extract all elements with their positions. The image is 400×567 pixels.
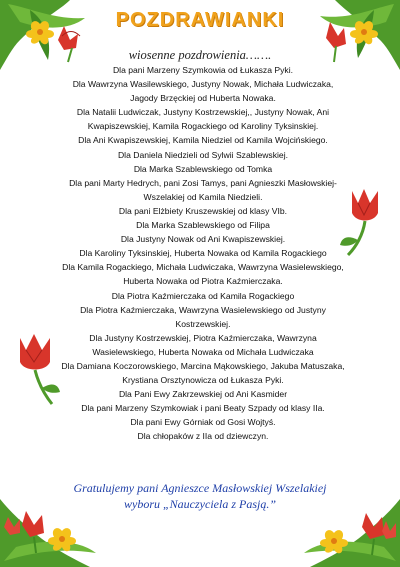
subtitle: wiosenne pozdrowienia……. xyxy=(128,48,272,62)
greeting-line: Dla Pani Ewy Zakrzewskiej od Ani Kasmider xyxy=(118,389,288,400)
greeting-line: Dla Justyny Kostrzewskiej, Piotra Kaźmierczaka, Wawrzyna Wasielewskiego, Huberta Nowaka od Michała Ludwiczaka xyxy=(89,332,317,357)
greetings-list xyxy=(58,63,348,444)
greeting-line: Dla Damiana Koczorowskiego, Marcina Mąkowskiego, Jakuba Matuszaka, Krystiana Orsztynowicza od Łukasza Pyki. xyxy=(61,360,345,386)
greeting-line: Dla chłopaków z IIa od dziewczyn. xyxy=(137,431,269,442)
greeting-line: Dla Natalii Ludwiczak, Justyny Kostrzewskiej,, Justyny Nowak, Ani Kwapiszewskiej, Kamila Rogackiego od Karoliny Tyksinskiej. xyxy=(76,107,330,132)
greeting-line: Dla Justyny Nowak od Ani Kwapiszewskiej. xyxy=(120,234,286,245)
greeting-line: Dla Ani Kwapiszewskiej, Kamila Niedziel od Kamila Wojcińskiego. xyxy=(78,135,328,146)
greeting-line: Dla Kamila Rogackiego, Michała Ludwiczaka, Wawrzyna Wasielewskiego, Huberta Nowaka od Piotra Kaźmierczaka. xyxy=(62,262,344,287)
greeting-line: Dla Marka Szablewskiego od Filipa xyxy=(136,220,270,231)
greeting-line: Dla Piotra Kaźmierczaka od Kamila Rogackiego xyxy=(111,290,295,301)
greeting-line: Dla Daniela Niedzieli od Sylwii Szablewskiej. xyxy=(117,149,289,160)
greeting-line: Dla pani Elżbiety Kruszewskiej od klasy VIb. xyxy=(118,205,288,216)
greeting-line: Dla Piotra Kaźmierczaka, Wawrzyna Wasielewskiego od Justyny Kostrzewskiej. xyxy=(80,304,326,329)
greeting-line: Dla pani Marzeny Szymkowia od Łukasza Pyki. xyxy=(112,65,294,75)
tulip-left xyxy=(12,330,62,410)
greeting-line: Dla pani Marzeny Szymkowiak i pani Beaty Szpady od klasy IIa. xyxy=(81,403,325,414)
page-title: POZDRAWIANKI xyxy=(115,9,285,31)
greeting-line: Dla pani Ewy Górniak od Gosi Wojtyś. xyxy=(130,417,276,428)
congratulations-line: Gratulujemy pani Agnieszce Masłowskiej Wszelakiej xyxy=(73,481,327,495)
greeting-line: Dla Marka Szablewskiego od Tomka xyxy=(133,163,273,174)
greeting-line: Dla Karoliny Tyksinskiej, Huberta Nowaka od Kamila Rogackiego xyxy=(79,248,327,259)
greeting-line: Dla pani Marty Hedrych, pani Zosi Tamys, pani Agnieszki Masłowskiej- Wszelakiej od Kamila Niedzieli. xyxy=(69,177,337,202)
greeting-line: Dla Wawrzyna Wasilewskiego, Justyny Nowak, Michała Ludwiczaka, Jagody Brzęckiej od Huberta Nowaka. xyxy=(72,79,334,104)
congratulations-line: wyboru „Nauczyciela z Pasją.” xyxy=(124,497,276,511)
congratulations-note xyxy=(50,480,350,512)
